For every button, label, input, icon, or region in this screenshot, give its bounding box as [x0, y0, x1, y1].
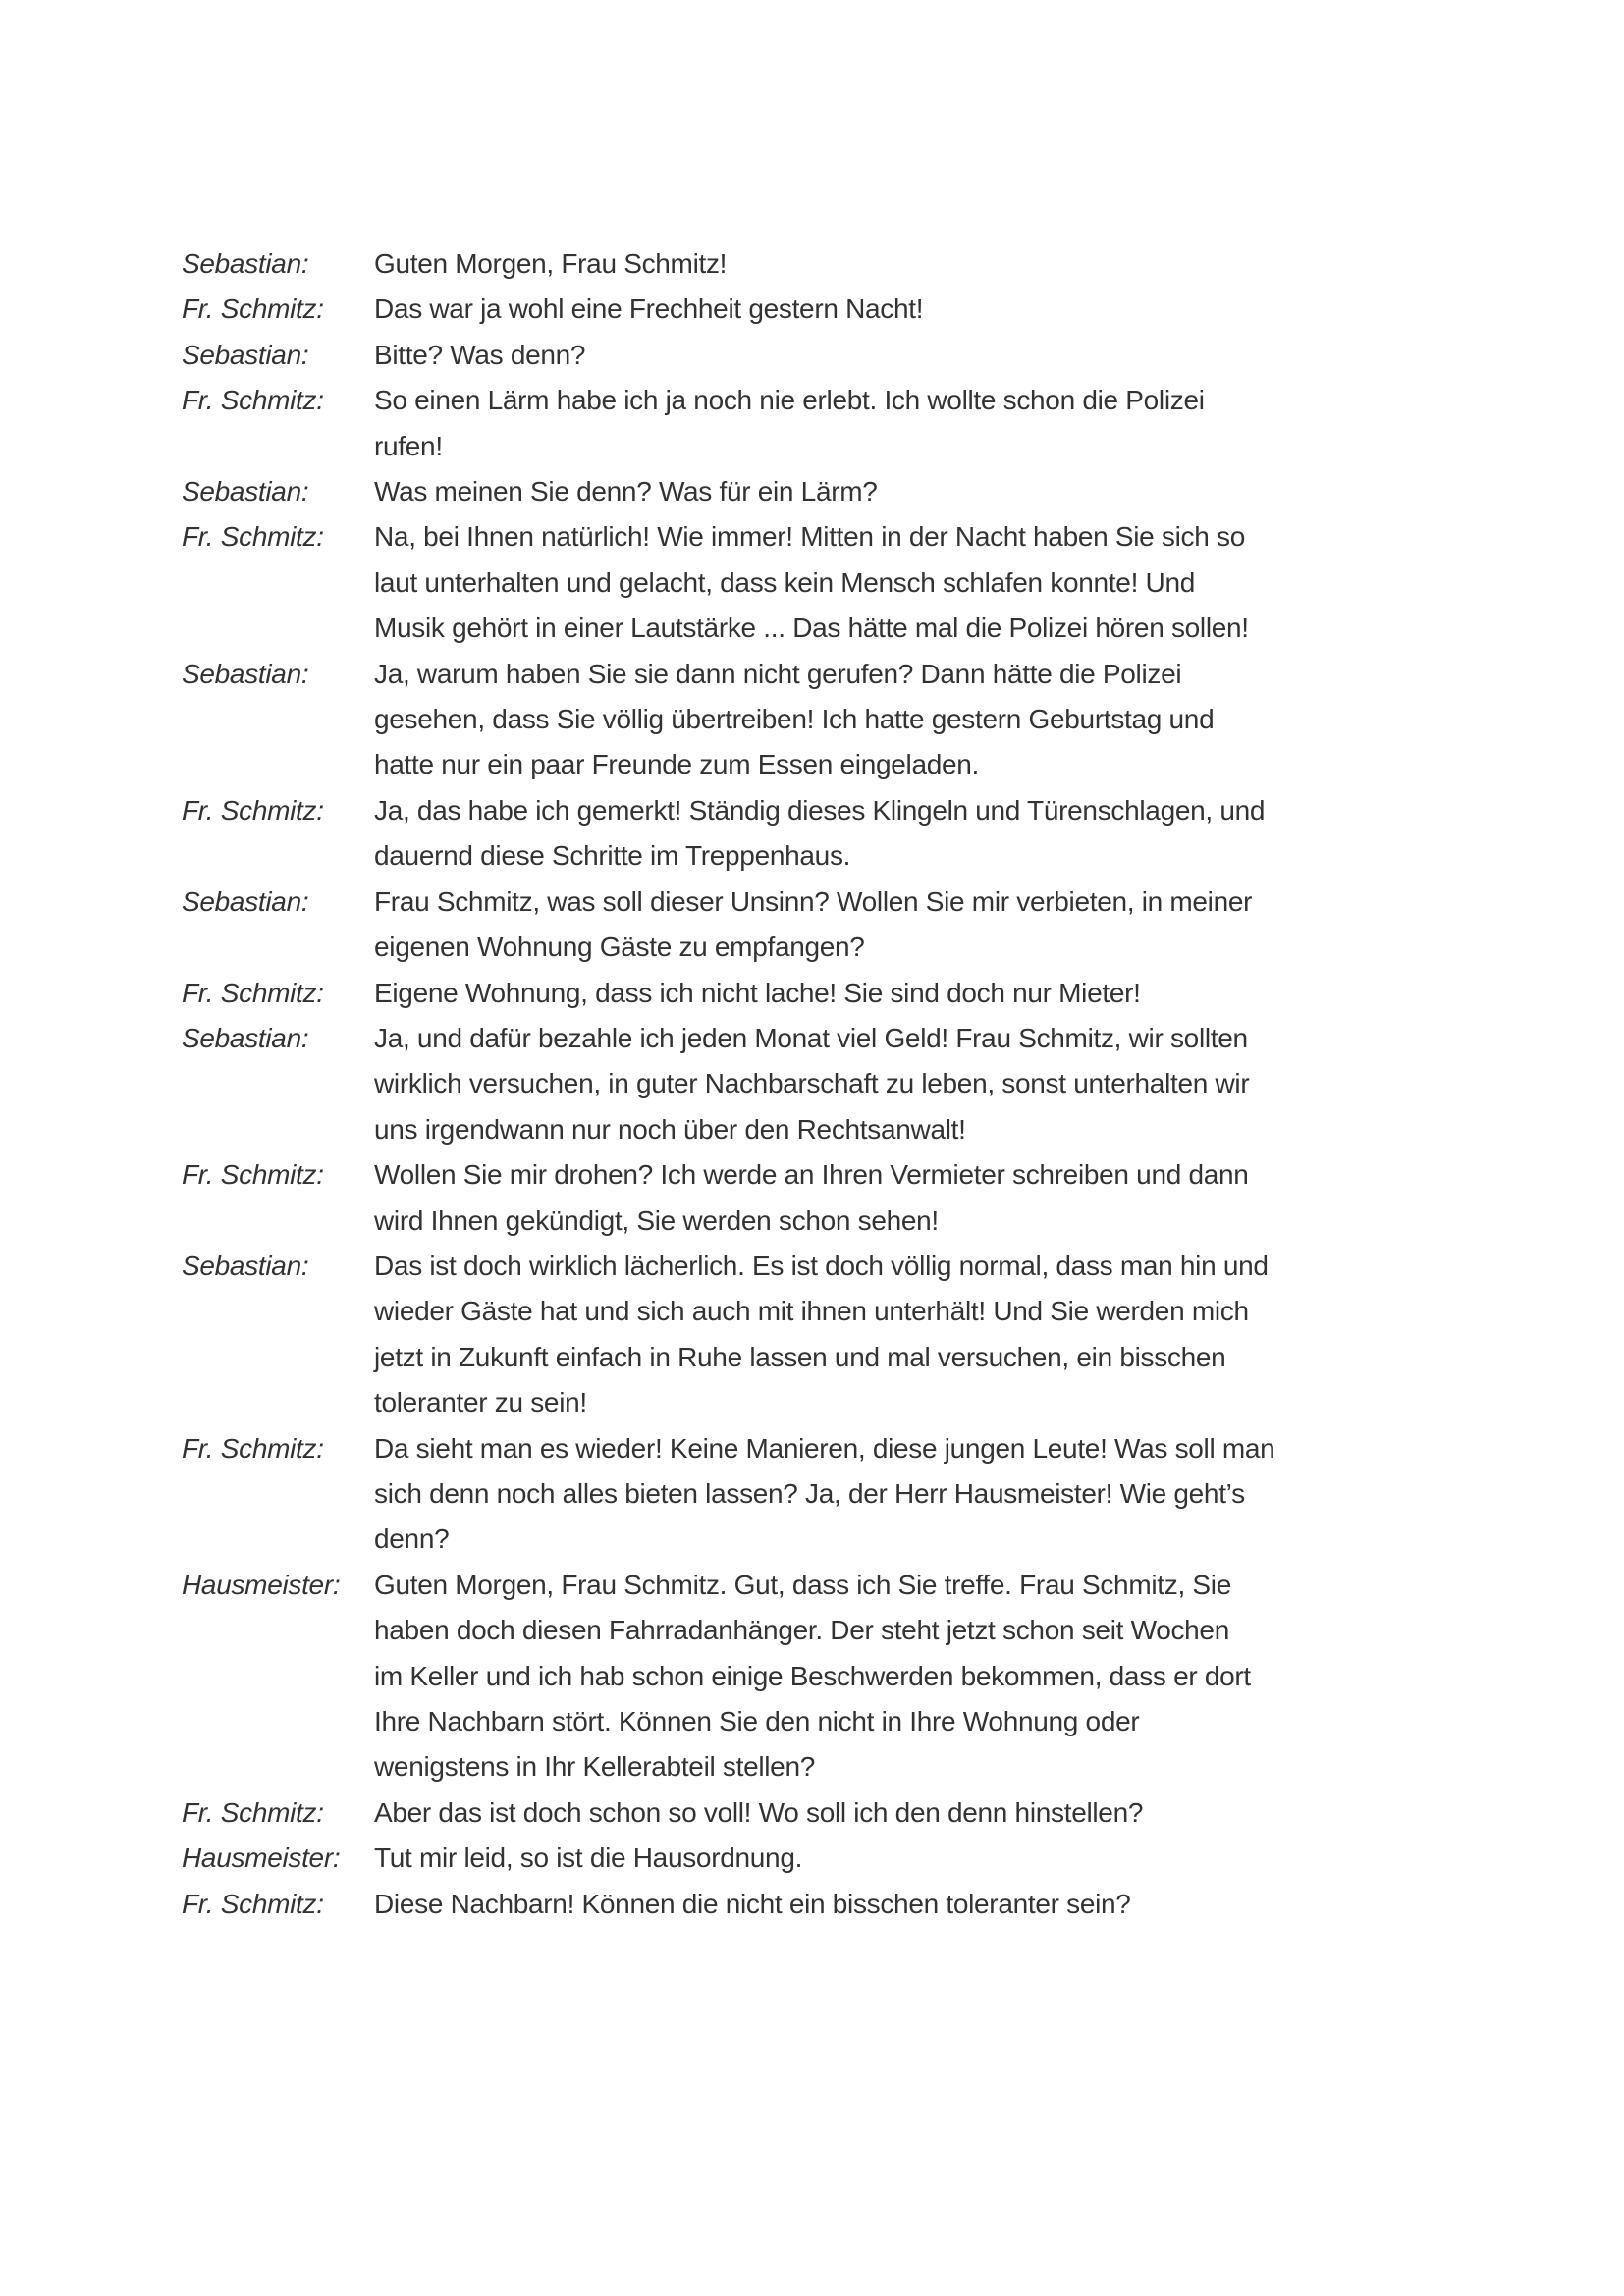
dialogue-row: [182, 1244, 1399, 1426]
dialogue-line: Guten Morgen, Frau Schmitz. Gut, dass ich Sie treffe. Frau Schmitz, Sie: [374, 1569, 1231, 1600]
dialogue-row: [182, 880, 1399, 971]
dialogue-row: [182, 333, 1399, 378]
dialogue-text: [374, 1244, 1399, 1426]
speaker-label: Sebastian:: [182, 885, 309, 917]
dialogue-row: [182, 1152, 1399, 1244]
dialogue-text: [374, 1790, 1399, 1836]
dialogue-text: [374, 788, 1399, 880]
dialogue-line: Das ist doch wirklich lächerlich. Es ist doch völlig normal, dass man hin und: [374, 1250, 1269, 1281]
dialogue-row: [182, 241, 1399, 287]
dialogue-line: So einen Lärm habe ich ja noch nie erlebt. Ich wollte schon die Polizei: [374, 385, 1205, 416]
dialogue-row: [182, 652, 1399, 788]
dialogue-text: [374, 1836, 1399, 1881]
dialogue-line: Das war ja wohl eine Frechheit gestern Nacht!: [374, 294, 924, 325]
dialogue-row: [182, 971, 1399, 1016]
dialogue-row: [182, 1836, 1399, 1881]
dialogue-text: [374, 333, 1399, 378]
dialogue-row: [182, 1016, 1399, 1152]
dialogue-line: hatte nur ein paar Freunde zum Essen eingeladen.: [374, 749, 980, 780]
speaker-label: Fr. Schmitz:: [182, 1159, 324, 1191]
dialogue-line: Guten Morgen, Frau Schmitz!: [374, 248, 728, 279]
dialogue-text: [374, 469, 1399, 514]
dialogue-text: [374, 880, 1399, 971]
dialogue-line: wird Ihnen gekündigt, Sie werden schon sehen!: [374, 1204, 939, 1236]
dialogue-text: [374, 1563, 1399, 1790]
dialogue-line: Ja, das habe ich gemerkt! Ständig dieses Klingeln und Türenschlagen, und: [374, 794, 1266, 826]
speaker-label: Fr. Schmitz:: [182, 1796, 324, 1828]
speaker-label: Fr. Schmitz:: [182, 794, 324, 826]
dialogue-text: [374, 1882, 1399, 1927]
dialogue-line: wenigstens in Ihr Kellerabteil stellen?: [374, 1751, 816, 1783]
speaker-label: Sebastian:: [182, 248, 309, 279]
dialogue-row: [182, 1563, 1399, 1790]
speaker-label: Fr. Schmitz:: [182, 385, 324, 416]
dialogue-text: [374, 514, 1399, 651]
dialogue-text: [374, 287, 1399, 332]
dialogue-row: [182, 378, 1399, 469]
dialogue-transcript: [182, 241, 1399, 1927]
speaker-label: Sebastian:: [182, 476, 309, 507]
dialogue-line: Bitte? Was denn?: [374, 339, 586, 370]
dialogue-line: Frau Schmitz, was soll dieser Unsinn? Wollen Sie mir verbieten, in meiner: [374, 885, 1253, 917]
dialogue-text: [374, 971, 1399, 1016]
dialogue-line: denn?: [374, 1523, 450, 1555]
speaker-label: Sebastian:: [182, 658, 309, 689]
dialogue-line: Tut mir leid, so ist die Hausordnung.: [374, 1842, 803, 1874]
dialogue-text: [374, 1152, 1399, 1244]
speaker-label: Hausmeister:: [182, 1569, 341, 1600]
dialogue-line: Was meinen Sie denn? Was für ein Lärm?: [374, 476, 878, 507]
dialogue-text: [374, 241, 1399, 287]
dialogue-line: Ja, warum haben Sie sie dann nicht gerufen? Dann hätte die Polizei: [374, 658, 1182, 689]
dialogue-row: [182, 788, 1399, 880]
dialogue-line: Ihre Nachbarn stört. Können Sie den nicht in Ihre Wohnung oder: [374, 1706, 1140, 1736]
speaker-label: Fr. Schmitz:: [182, 1888, 324, 1919]
dialogue-line: wirklich versuchen, in guter Nachbarschaft zu leben, sonst unterhalten wir: [374, 1068, 1250, 1099]
dialogue-row: [182, 287, 1399, 332]
dialogue-line: laut unterhalten und gelacht, dass kein Mensch schlafen konnte! Und: [374, 566, 1196, 598]
dialogue-text: [374, 1426, 1399, 1563]
dialogue-line: dauernd diese Schritte im Treppenhaus.: [374, 840, 851, 872]
dialogue-line: uns irgendwann nur noch über den Rechtsanwalt!: [374, 1113, 966, 1145]
dialogue-line: haben doch diesen Fahrradanhänger. Der steht jetzt schon seit Wochen: [374, 1615, 1229, 1646]
dialogue-line: Da sieht man es wieder! Keine Manieren, diese jungen Leute! Was soll man: [374, 1432, 1275, 1464]
speaker-label: Fr. Schmitz:: [182, 521, 324, 553]
speaker-label: Sebastian:: [182, 339, 309, 370]
speaker-label: Hausmeister:: [182, 1842, 341, 1874]
dialogue-row: [182, 1790, 1399, 1836]
dialogue-line: Aber das ist doch schon so voll! Wo soll ich den denn hinstellen?: [374, 1796, 1144, 1828]
dialogue-text: [374, 1016, 1399, 1152]
dialogue-row: [182, 514, 1399, 651]
dialogue-row: [182, 1882, 1399, 1927]
dialogue-line: jetzt in Zukunft einfach in Ruhe lassen und mal versuchen, ein bisschen: [374, 1341, 1226, 1372]
dialogue-line: Ja, und dafür bezahle ich jeden Monat viel Geld! Frau Schmitz, wir sollten: [374, 1022, 1248, 1053]
speaker-label: Fr. Schmitz:: [182, 294, 324, 325]
dialogue-line: Eigene Wohnung, dass ich nicht lache! Sie sind doch nur Mieter!: [374, 977, 1141, 1008]
dialogue-text: [374, 652, 1399, 788]
dialogue-line: toleranter zu sein!: [374, 1387, 587, 1418]
dialogue-row: [182, 469, 1399, 514]
dialogue-line: sich denn noch alles bieten lassen? Ja, der Herr Hausmeister! Wie geht’s: [374, 1477, 1245, 1509]
speaker-label: Fr. Schmitz:: [182, 977, 324, 1008]
dialogue-row: [182, 1426, 1399, 1563]
dialogue-line: Musik gehört in einer Lautstärke ... Das hätte mal die Polizei hören sollen!: [374, 613, 1249, 644]
dialogue-line: rufen!: [374, 430, 443, 461]
dialogue-line: gesehen, dass Sie völlig übertreiben! Ich hatte gestern Geburtstag und: [374, 704, 1215, 735]
dialogue-line: eigenen Wohnung Gäste zu empfangen?: [374, 932, 865, 963]
speaker-label: Fr. Schmitz:: [182, 1432, 324, 1464]
dialogue-line: Diese Nachbarn! Können die nicht ein bisschen toleranter sein?: [374, 1888, 1131, 1919]
dialogue-text: [374, 378, 1399, 469]
dialogue-line: Na, bei Ihnen natürlich! Wie immer! Mitten in der Nacht haben Sie sich so: [374, 521, 1245, 553]
speaker-label: Sebastian:: [182, 1022, 309, 1053]
dialogue-line: wieder Gäste hat und sich auch mit ihnen unterhält! Und Sie werden mich: [374, 1296, 1249, 1327]
speaker-label: Sebastian:: [182, 1250, 309, 1281]
dialogue-line: Wollen Sie mir drohen? Ich werde an Ihren Vermieter schreiben und dann: [374, 1159, 1249, 1191]
dialogue-line: im Keller und ich hab schon einige Beschwerden bekommen, dass er dort: [374, 1660, 1251, 1691]
